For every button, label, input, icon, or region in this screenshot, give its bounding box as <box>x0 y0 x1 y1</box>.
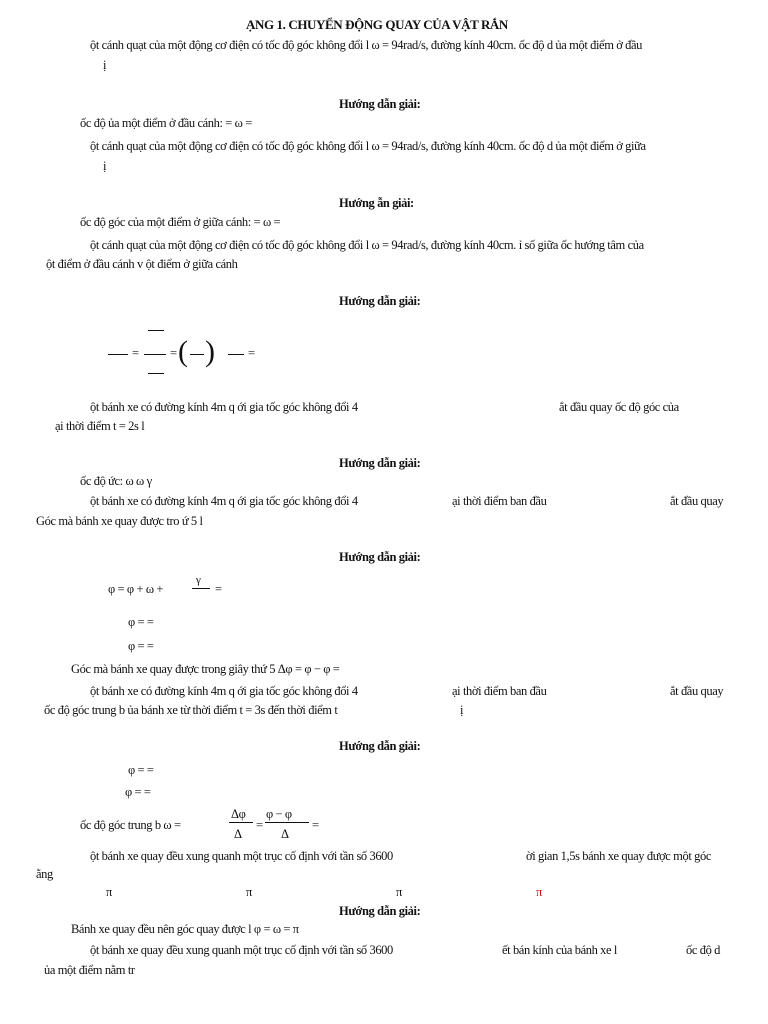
fraction-den-delta: Δ <box>234 827 242 841</box>
formula-phi-1: φ = = <box>128 615 154 629</box>
solution-heading-4: Hướng dẫn giải: <box>339 456 421 470</box>
fraction-bar <box>108 354 128 355</box>
fraction-bar <box>148 373 164 374</box>
question-7-line-1b: ời gian 1,5s bánh xe quay được một góc <box>526 849 711 863</box>
fraction-bar <box>148 330 164 331</box>
question-5-line-2: Góc mà bánh xe quay được tro ứ 5 l <box>36 514 203 528</box>
answer-option-d-correct: π <box>536 885 542 899</box>
gamma-symbol: γ <box>196 574 201 586</box>
question-4-line-2: ại thời điểm t = 2s l <box>55 419 145 433</box>
solution-5-delta-phi: Góc mà bánh xe quay được trong giây thứ 5 Δφ = φ − φ = <box>71 662 340 676</box>
solution-heading-7: Hướng dẫn giải: <box>339 904 421 918</box>
question-4-line-1b: ắt đầu quay ốc độ góc của <box>559 400 679 414</box>
question-8-line-1a: ột bánh xe quay đều xung quanh một trục cố định với tần số 3600 <box>90 943 393 957</box>
formula-phi-t-end: = <box>215 582 222 596</box>
solution-heading-6: Hướng dẫn giải: <box>339 739 421 753</box>
solution-6-avg-speed: ốc độ góc trung b ω = <box>80 818 181 832</box>
question-7-line-1a: ột bánh xe quay đều xung quanh một trục cố định với tần số 3600 <box>90 849 393 863</box>
left-paren: ( <box>178 335 188 368</box>
question-8-line-1c: ốc độ d <box>686 943 720 957</box>
question-1-line-1: ột cánh quạt của một động cơ điện có tốc độ góc không đổi l ω = 94rad/s, đường kính 40cm. ốc độ d ủa một điểm ở đầu <box>90 38 643 52</box>
formula-phi-2: φ = = <box>128 639 154 653</box>
question-8-line-1b: ết bán kính của bánh xe l <box>502 943 617 957</box>
formula-phi-b: φ = = <box>125 785 151 799</box>
fraction-den-delta: Δ <box>281 827 289 841</box>
solution-heading-2: Hướng ẫn giải: <box>339 196 414 210</box>
question-2-line-1: ột cánh quạt của một động cơ điện có tốc độ góc không đổi l ω = 94rad/s, đường kính 40cm. ốc độ d ủa một điểm ở giữa <box>90 139 646 153</box>
right-paren: ) <box>205 335 215 368</box>
question-8-line-2: ủa một điểm nằm tr <box>44 963 135 977</box>
question-6-line-1a: ột bánh xe có đường kính 4m q ới gia tốc góc không đổi 4 <box>90 684 358 698</box>
question-5-line-1a: ột bánh xe có đường kính 4m q ới gia tốc góc không đổi 4 <box>90 494 358 508</box>
solution-2-text: ốc độ góc của một điểm ở giữa cánh: = ω = <box>80 215 281 229</box>
question-5-line-1b: ại thời điểm ban đầu <box>452 494 547 508</box>
formula-phi-a: φ = = <box>128 763 154 777</box>
fraction-bar <box>265 822 309 823</box>
fraction-num-delta-phi: Δφ <box>231 807 246 821</box>
question-2-line-2: ị <box>103 159 107 173</box>
question-1-line-2: ị <box>103 58 107 72</box>
question-6-line-1b: ại thời điểm ban đầu <box>452 684 547 698</box>
answer-option-c: π <box>396 885 402 899</box>
solution-4-text: ốc độ ức: ω ω γ <box>80 474 152 488</box>
question-6-line-2b: ị <box>460 703 464 717</box>
solution-heading-5: Hướng dẫn giải: <box>339 550 421 564</box>
equals-sign: = <box>170 346 177 360</box>
equals-sign: = <box>256 818 263 832</box>
fraction-bar <box>190 354 204 355</box>
solution-heading-1: Hướng dẫn giải: <box>339 97 421 111</box>
solution-7-text: Bánh xe quay đều nên góc quay được l φ = ω = π <box>71 922 299 936</box>
question-6-line-1c: ắt đầu quay <box>670 684 724 698</box>
equals-sign: = <box>312 818 319 832</box>
fraction-bar <box>229 822 253 823</box>
page-title: ẠNG 1. CHUYỂN ĐỘNG QUAY CỦA VẬT RẮN <box>246 17 508 32</box>
solution-heading-3: Hướng dẫn giải: <box>339 294 421 308</box>
formula-phi-t: φ = φ + ω + <box>108 582 164 596</box>
fraction-bar <box>228 354 244 355</box>
question-5-line-1c: ắt đầu quay <box>670 494 724 508</box>
fraction-num-phi-diff: φ − φ <box>266 807 292 821</box>
question-7-line-2: ằng <box>36 867 53 881</box>
fraction-bar <box>192 588 210 589</box>
answer-option-b: π <box>246 885 252 899</box>
question-6-line-2a: ốc độ góc trung b ủa bánh xe từ thời điểm t = 3s đến thời điểm t <box>44 703 338 717</box>
equals-sign: = <box>132 346 139 360</box>
equals-sign: = <box>248 346 255 360</box>
question-4-line-1a: ột bánh xe có đường kính 4m q ới gia tốc góc không đổi 4 <box>90 400 358 414</box>
question-3-line-1: ột cánh quạt của một động cơ điện có tốc độ góc không đổi l ω = 94rad/s, đường kính 40cm. ỉ số giữa ốc hướng tâm của <box>90 238 644 252</box>
answer-option-a: π <box>106 885 112 899</box>
fraction-bar <box>144 354 166 355</box>
question-3-line-2: ột điểm ở đầu cánh v ột điểm ở giữa cánh <box>46 257 238 271</box>
solution-1-text: ốc độ ủa một điểm ở đầu cánh: = ω = <box>80 116 252 130</box>
